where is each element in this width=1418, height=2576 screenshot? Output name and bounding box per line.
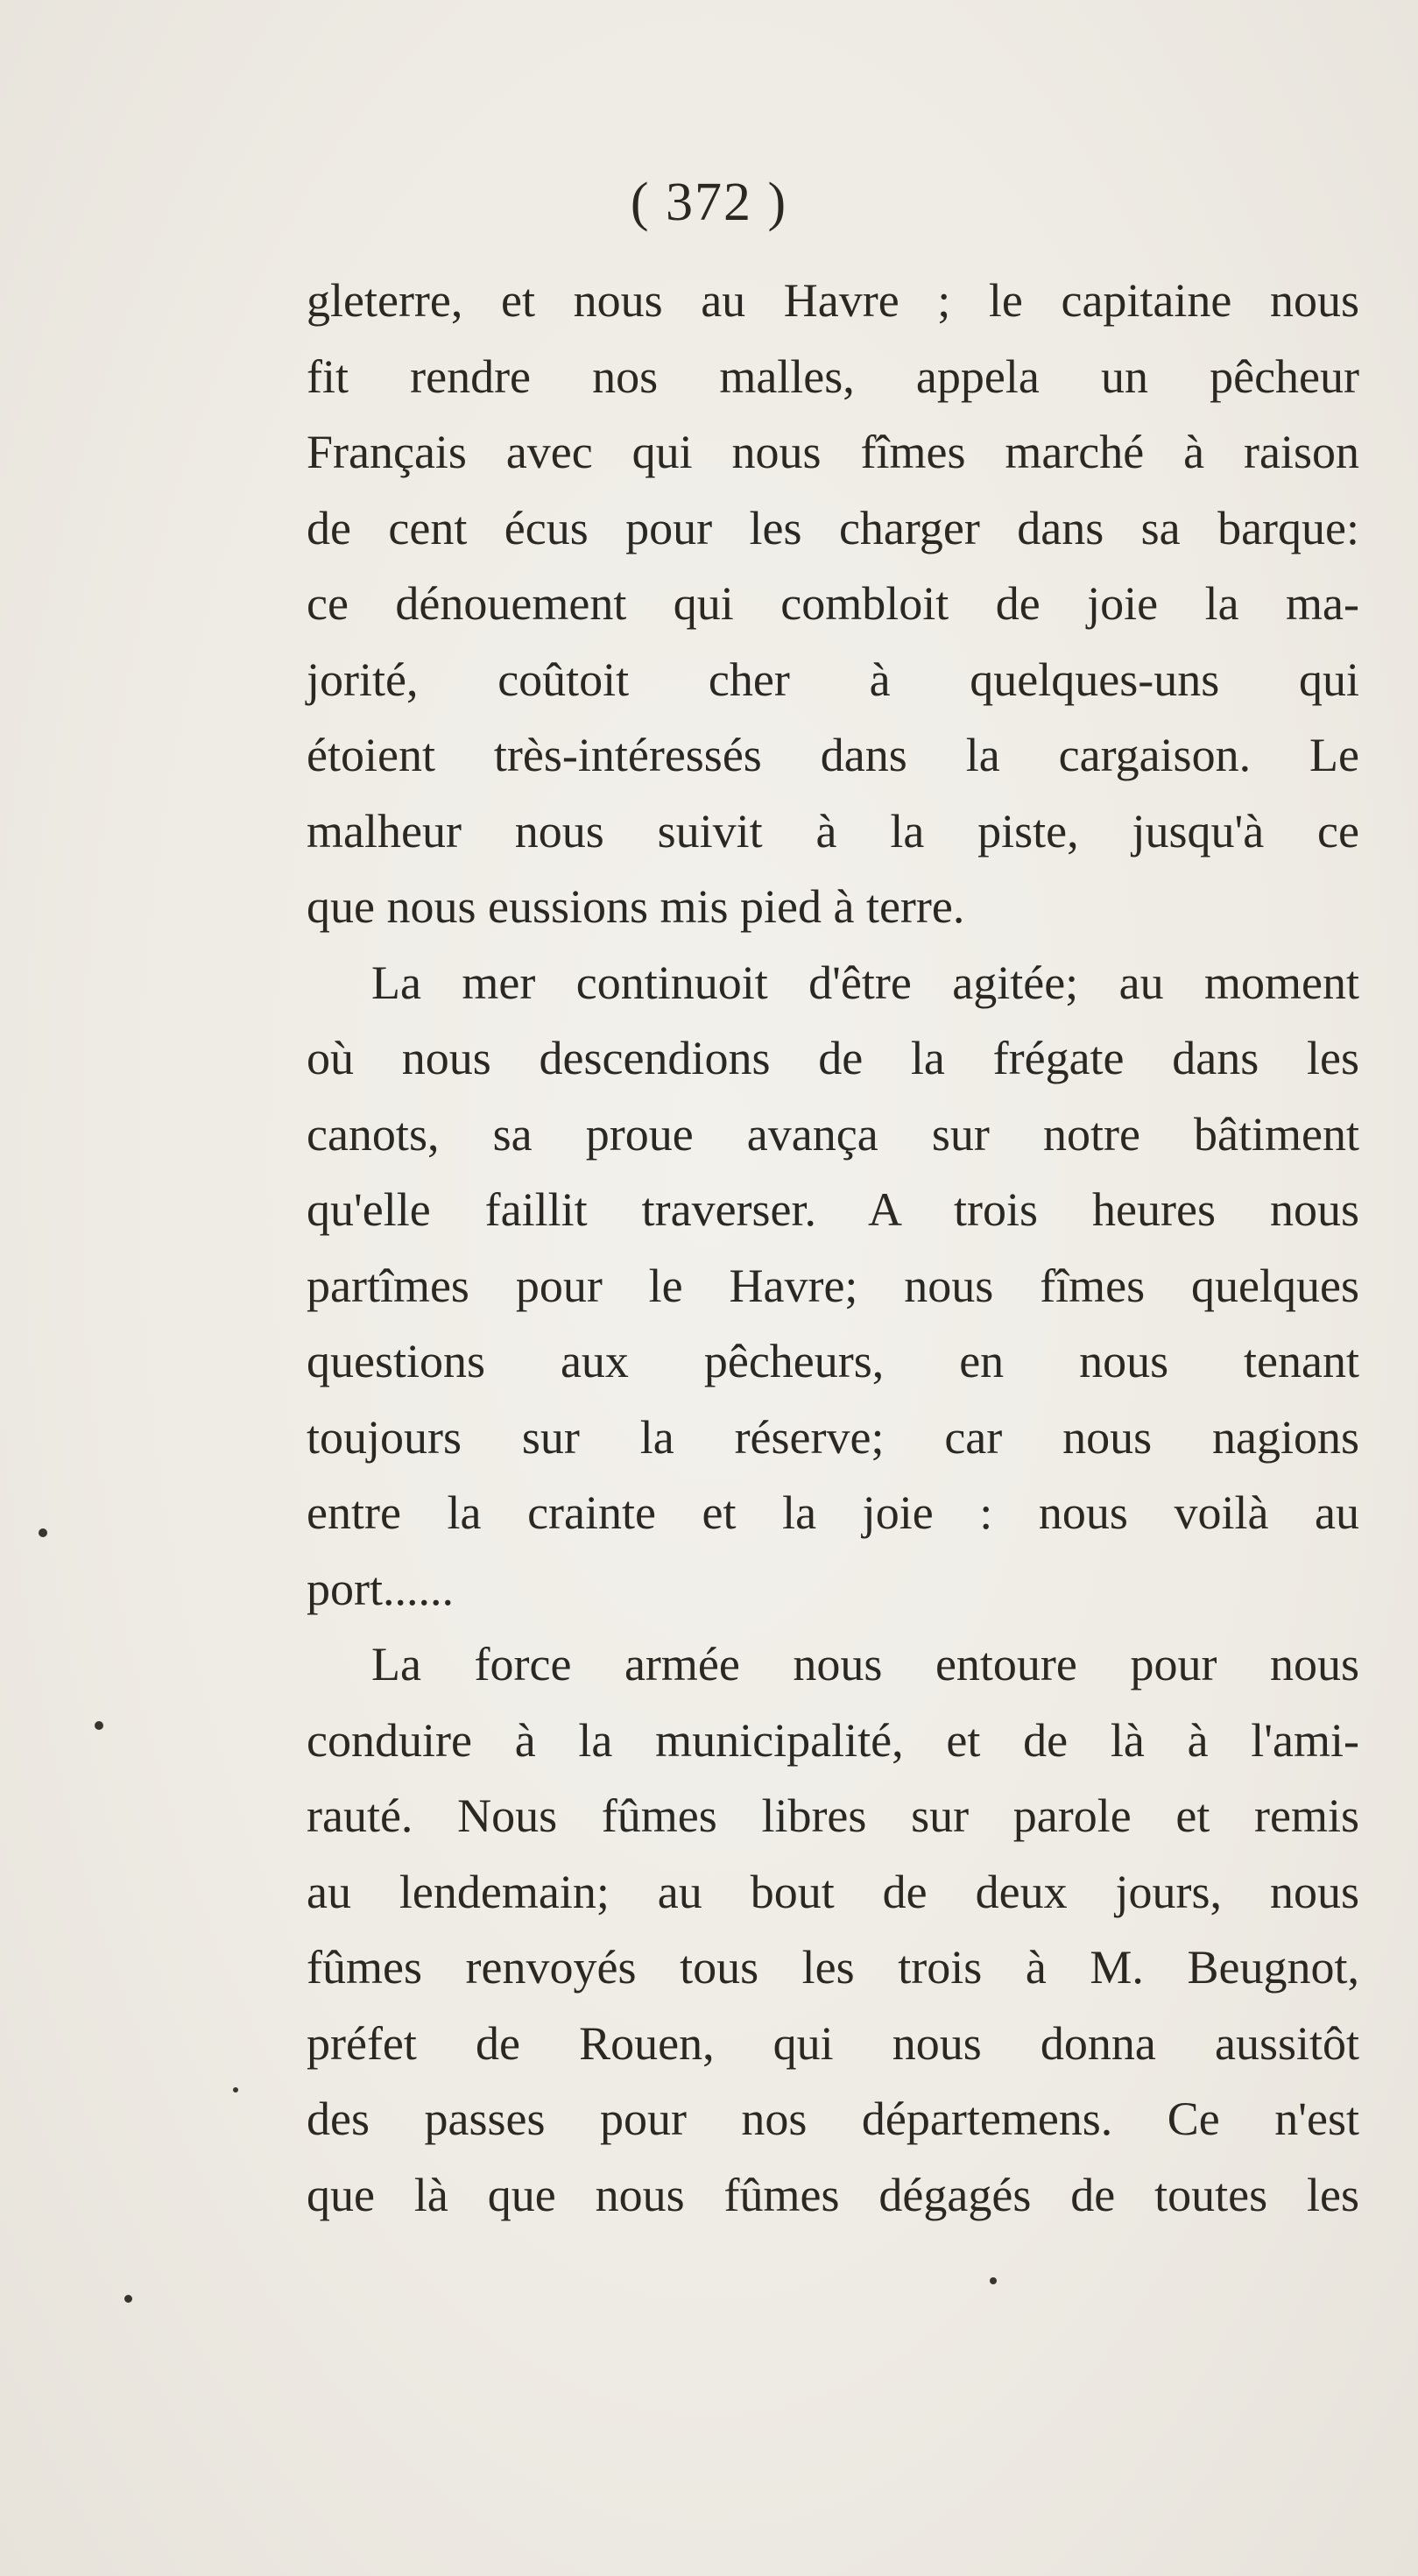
paper-speck [95, 1721, 103, 1730]
paper-speck [39, 1528, 47, 1537]
text-line: au lendemain; au bout de deux jours, nous [307, 1865, 1359, 1918]
text-line: conduire à la municipalité, et de là à l'ami- [307, 1713, 1359, 1767]
body-text [307, 263, 1359, 2233]
text-line: rauté. Nous fûmes libres sur parole et remis [307, 1789, 1359, 1842]
text-line: que là que nous fûmes dégagés de toutes les [307, 2168, 1359, 2221]
text-line: La mer continuoit d'être agitée; au moment [371, 956, 1359, 1009]
text-line: canots, sa proue avança sur notre bâtiment [307, 1107, 1359, 1161]
text-line: qu'elle faillit traverser. A trois heures nous [307, 1183, 1359, 1236]
text-line: ce dénouement qui combloit de joie la ma- [307, 577, 1359, 630]
text-line: toujours sur la réserve; car nous nagions [307, 1410, 1359, 1464]
text-line: que nous eussions mis pied à terre. [307, 880, 965, 933]
text-line: préfet de Rouen, qui nous donna aussitôt [307, 2016, 1359, 2070]
text-line: port...... [307, 1562, 454, 1615]
text-line: La force armée nous entoure pour nous [371, 1638, 1359, 1690]
text-line: partîmes pour le Havre; nous fîmes quelques [307, 1259, 1359, 1312]
paper-speck [124, 2295, 132, 2303]
text-line: fit rendre nos malles, appela un pêcheur [307, 349, 1359, 403]
text-line: Français avec qui nous fîmes marché à raison [307, 426, 1359, 478]
text-line: étoient très-intéressés dans la cargaison. Le [307, 729, 1359, 781]
text-line: des passes pour nos départemens. Ce n'est [307, 2093, 1359, 2145]
text-line: jorité, coûtoit cher à quelques-uns qui [307, 653, 1359, 706]
page-number: ( 372 ) [630, 173, 788, 232]
text-line: entre la crainte et la joie : nous voilà au [307, 1486, 1359, 1539]
text-line: questions aux pêcheurs, en nous tenant [307, 1335, 1359, 1387]
text-line: gleterre, et nous au Havre ; le capitaine nous [307, 274, 1359, 327]
paper-speck [233, 2087, 238, 2093]
text-line: malheur nous suivit à la piste, jusqu'à ce [307, 804, 1359, 857]
text-line: fûmes renvoyés tous les trois à M. Beugnot, [307, 1941, 1359, 1994]
text-line: de cent écus pour les charger dans sa barque: [307, 501, 1359, 554]
paper-speck [990, 2277, 997, 2284]
text-line: où nous descendions de la frégate dans les [307, 1032, 1359, 1084]
